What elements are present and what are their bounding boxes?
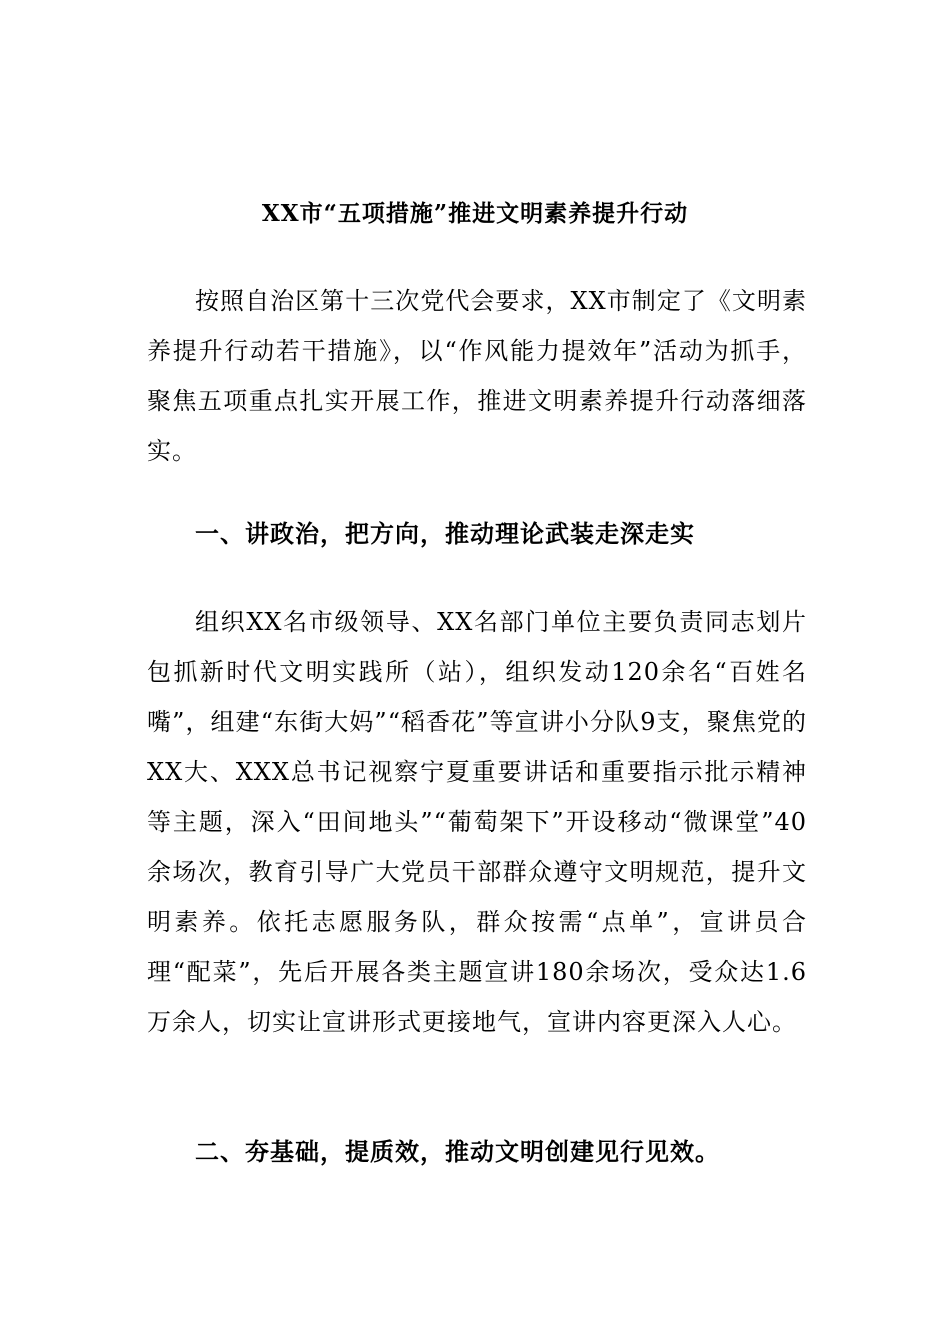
document-title: XX市“五项措施”推进文明素养提升行动 [261, 200, 689, 227]
section-1-paragraph: 组织XX名市级领导、XX名部门单位主要负责同志划片包抓新时代文明实践所（站），组织发动120余名“百姓名嘴”，组建“东街大妈”“稻香花”等宣讲小分队9支，聚焦党的XX大、XXX总书记视察宁夏重要讲话和重要指示批示精神等主题，深入“田间地头”“葡萄架下”开设移动“微课堂”40余场次，教育引导广大党员干部群众遵守文明规范，提升文明素养。依托志愿服务队，群众按需“点单”，宣讲员合理“配菜”，先后开展各类主题宣讲180余场次，受众达1.6万余人，切实让宣讲形式更接地气，宣讲内容更深入人心。 [147, 608, 807, 1036]
intro-paragraph: 按照自治区第十三次党代会要求，XX市制定了《文明素养提升行动若干措施》，以“作风能力提效年”活动为抓手，聚焦五项重点扎实开展工作，推进文明素养提升行动落细落实。 [147, 287, 807, 465]
section-2-heading: 二、夯基础，提质效，推动文明创建见行见效。 [195, 1137, 720, 1166]
section-1-heading: 一、讲政治，把方向，推动理论武装走深走实 [195, 519, 695, 548]
